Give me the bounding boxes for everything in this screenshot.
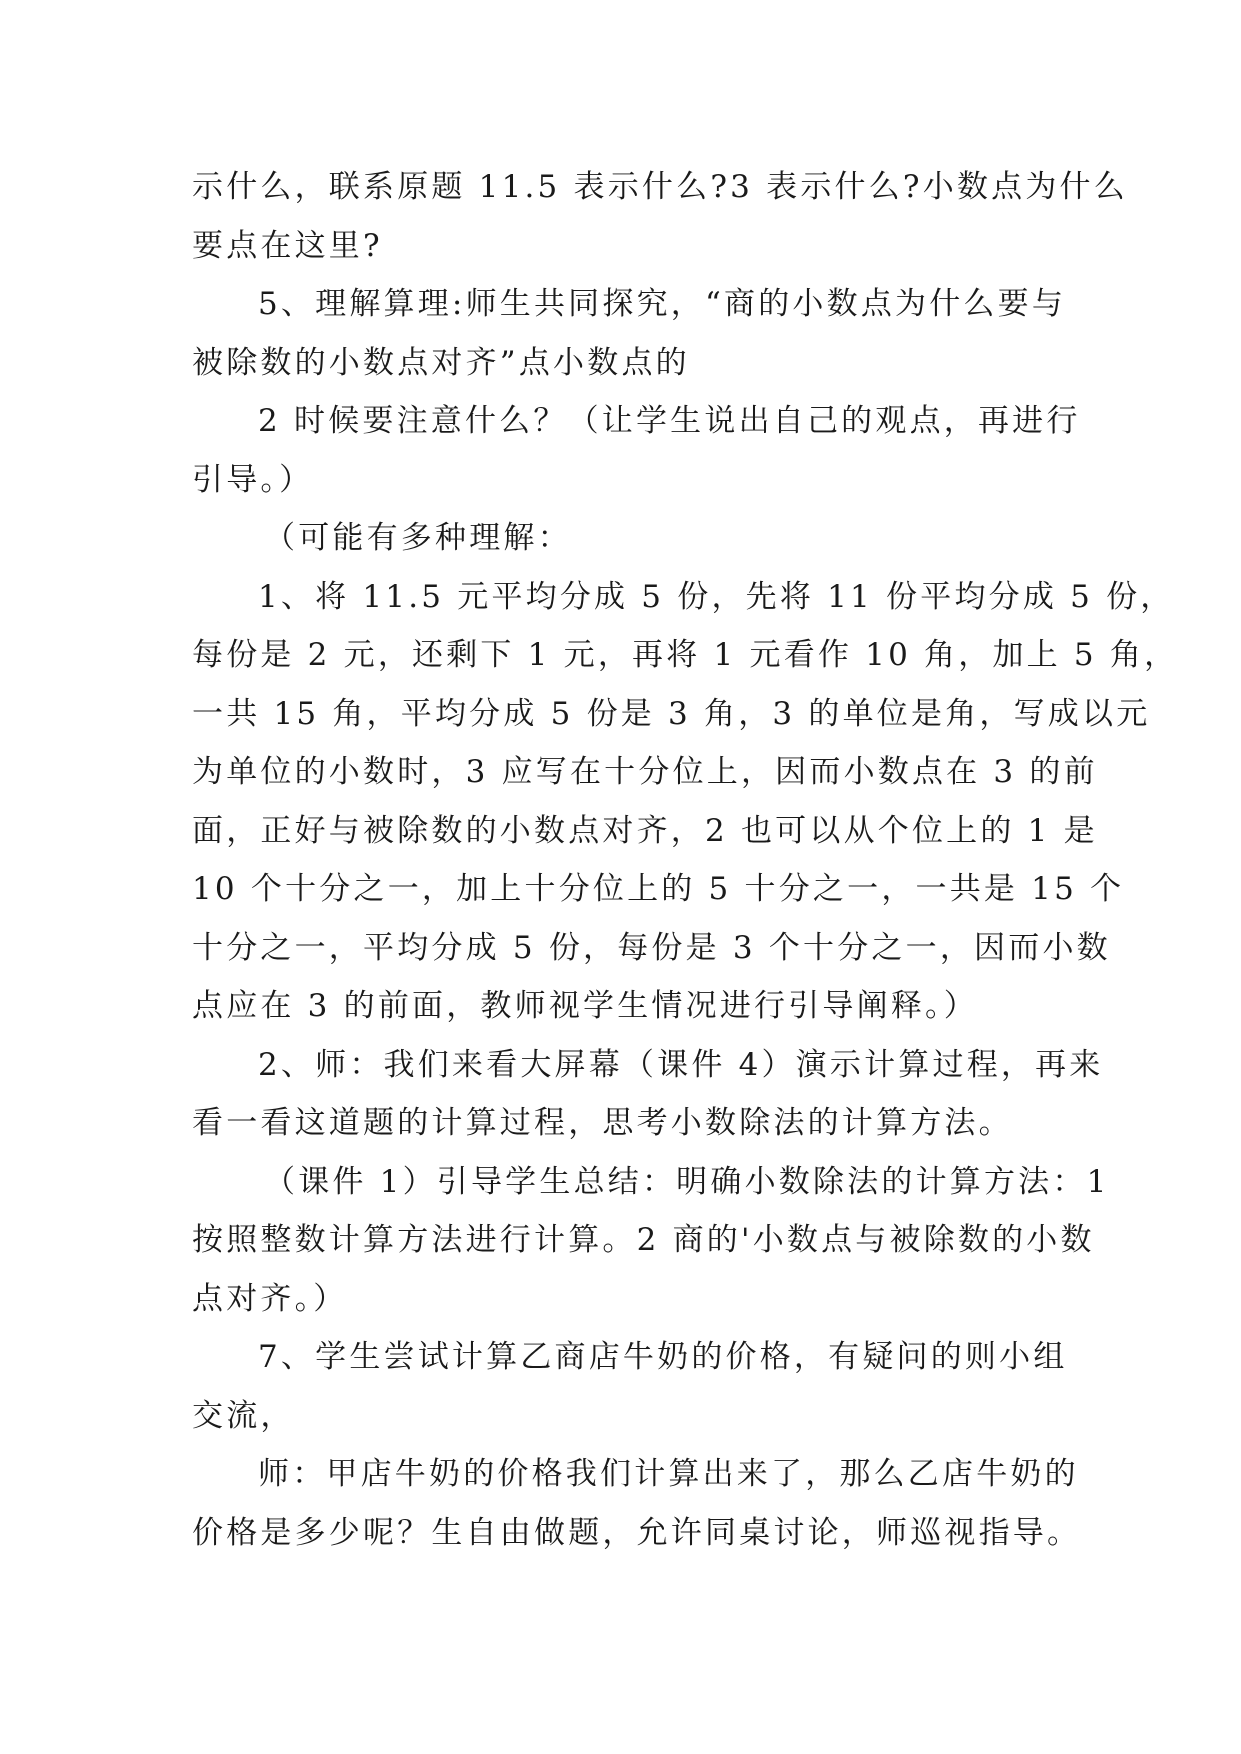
paragraph	[192, 158, 1128, 275]
text-line: 2 时候要注意什么？（让学生说出自己的观点，再进行	[258, 403, 1081, 439]
text-line: 师：甲店牛奶的价格我们计算出来了，那么乙店牛奶的	[258, 1456, 1079, 1492]
text-line: 按照整数计算方法进行计算。2 商的'小数点与被除数的小数	[192, 1222, 1095, 1258]
text-line: 2、师：我们来看大屏幕（课件 4）演示计算过程，再来	[258, 1046, 1104, 1083]
text-line: 为单位的小数时，3 应写在十分位上，因而小数点在 3 的前	[192, 754, 1098, 790]
text-line: 价格是多少呢？生自由做题，允许同桌讨论，师巡视指导。	[192, 1514, 1082, 1551]
paragraph-list	[192, 158, 1179, 1562]
document-body	[192, 158, 1179, 1562]
text-line: 1、将 11.5 元平均分成 5 份，先将 11 份平均分成 5 份，	[258, 578, 1175, 615]
paragraph	[192, 275, 1072, 392]
text-line: 面，正好与被除数的小数点对齐，2 也可以从个位上的 1 是	[192, 812, 1098, 849]
text-line: 一共 15 角，平均分成 5 份是 3 角，3 的单位是角，写成以元	[192, 695, 1151, 732]
text-line: 每份是 2 元，还剩下 1 元，再将 1 元看作 10 角，加上 5 角，	[192, 637, 1179, 673]
paragraph	[192, 392, 1081, 509]
text-line: （课件 1）引导学生总结：明确小数除法的计算方法：1	[264, 1163, 1110, 1200]
text-line: （可能有多种理解：	[264, 520, 572, 556]
text-line: 10 个十分之一，加上十分位上的 5 十分之一，一共是 15 个	[192, 871, 1125, 907]
paragraph	[192, 1328, 1072, 1445]
paragraph	[192, 509, 1072, 568]
text-line: 示什么，联系原题 11.5 表示什么?3 表示什么?小数点为什么	[192, 169, 1128, 205]
paragraph	[192, 1153, 1110, 1329]
text-line: 要点在这里?	[192, 227, 383, 264]
text-line: 点对齐。）	[192, 1280, 348, 1317]
text-line: 点应在 3 的前面，教师视学生情况进行引导阐释。）	[192, 988, 978, 1024]
paragraph	[192, 1445, 1082, 1562]
paragraph	[192, 1036, 1104, 1153]
text-line: 引导。）	[192, 461, 314, 498]
text-line: 被除数的小数点对齐”点小数点的	[192, 344, 690, 381]
text-line: 5、理解算理:师生共同探究，“商的小数点为什么要与	[258, 286, 1067, 322]
text-line: 交流，	[192, 1397, 295, 1434]
text-line: 十分之一，平均分成 5 份，每份是 3 个十分之一，因而小数	[192, 929, 1111, 966]
text-line: 看一看这道题的计算过程，思考小数除法的计算方法。	[192, 1105, 1013, 1141]
paragraph	[192, 568, 1179, 1036]
text-line: 7、学生尝试计算乙商店牛奶的价格，有疑问的则小组	[258, 1339, 1068, 1375]
